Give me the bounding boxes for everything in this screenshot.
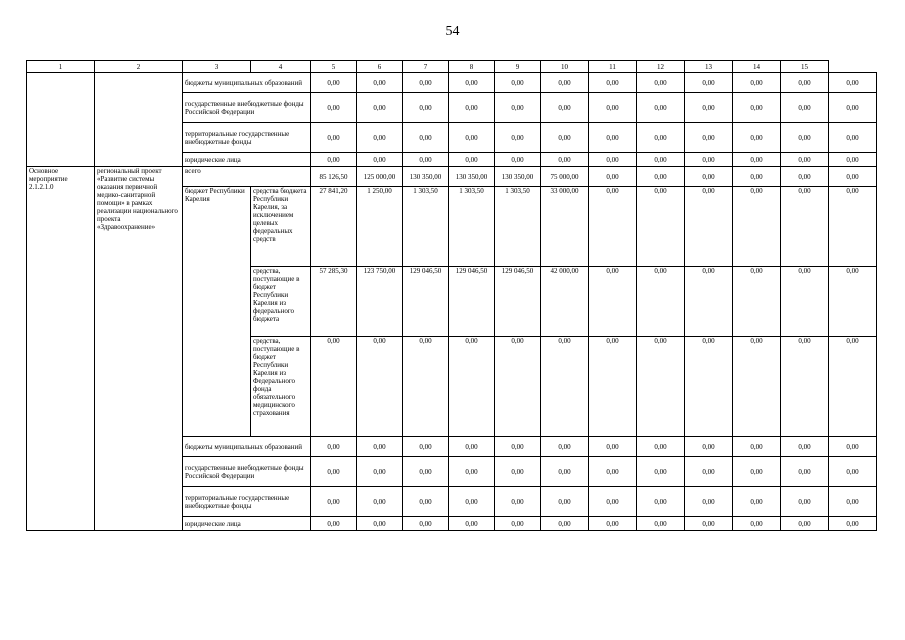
value-cell-col-15: 0,00	[829, 337, 877, 437]
measure-name: региональный проект «Развитие системы оказания первичной медико-санитарной помощи» в рамках реализации национального проекта «Здравоохранение»	[95, 167, 183, 531]
value-cell-col-11: 0,00	[637, 123, 685, 153]
value-cell-col-7: 0,00	[449, 73, 495, 93]
value-cell-col-9: 0,00	[541, 73, 589, 93]
value-cell-col-12: 0,00	[685, 337, 733, 437]
value-cell-col-11: 0,00	[637, 167, 685, 187]
value-cell-col-15: 0,00	[829, 93, 877, 123]
value-cell-col-13: 0,00	[733, 337, 781, 437]
column-number-12: 12	[637, 61, 685, 73]
column-number-9: 9	[495, 61, 541, 73]
value-cell-col-13: 0,00	[733, 123, 781, 153]
value-cell-col-15: 0,00	[829, 187, 877, 267]
value-cell-col-14: 0,00	[781, 123, 829, 153]
value-cell-col-13: 0,00	[733, 93, 781, 123]
value-cell-col-5: 0,00	[357, 153, 403, 167]
value-cell-col-4: 27 841,20	[311, 187, 357, 267]
value-cell-col-4: 0,00	[311, 457, 357, 487]
value-cell-col-7: 130 350,00	[449, 167, 495, 187]
column-number-8: 8	[449, 61, 495, 73]
value-cell-col-14: 0,00	[781, 487, 829, 517]
value-cell-col-6: 0,00	[403, 437, 449, 457]
value-cell-col-9: 75 000,00	[541, 167, 589, 187]
value-cell-col-10: 0,00	[589, 93, 637, 123]
source-label: юридические лица	[183, 517, 311, 531]
value-cell-col-14: 0,00	[781, 73, 829, 93]
value-cell-col-11: 0,00	[637, 437, 685, 457]
source-label: государственные внебюджетные фонды Российской Федерации	[183, 457, 311, 487]
value-cell-col-6: 130 350,00	[403, 167, 449, 187]
table-row	[27, 73, 877, 93]
value-cell-col-12: 0,00	[685, 487, 733, 517]
budget-table-body	[27, 61, 877, 531]
source-label: бюджеты муниципальных образований	[183, 437, 311, 457]
value-cell-col-4: 0,00	[311, 337, 357, 437]
source-label: юридические лица	[183, 153, 311, 167]
value-cell-col-6: 0,00	[403, 517, 449, 531]
value-cell-col-9: 0,00	[541, 93, 589, 123]
value-cell-col-8: 0,00	[495, 123, 541, 153]
value-cell-col-8: 0,00	[495, 437, 541, 457]
value-cell-col-13: 0,00	[733, 437, 781, 457]
value-cell-col-5: 0,00	[357, 73, 403, 93]
value-cell-col-6: 1 303,50	[403, 187, 449, 267]
sub-source-label: средства, поступающие в бюджет Республики Карелия из Федерального фонда обязательного медицинского страхования	[251, 337, 311, 437]
value-cell-col-12: 0,00	[685, 457, 733, 487]
column-number-7: 7	[403, 61, 449, 73]
value-cell-col-12: 0,00	[685, 153, 733, 167]
value-cell-col-6: 0,00	[403, 487, 449, 517]
value-cell-col-15: 0,00	[829, 457, 877, 487]
sub-source-label: средства, поступающие в бюджет Республики Карелия из федерального бюджета	[251, 267, 311, 337]
value-cell-col-8: 1 303,50	[495, 187, 541, 267]
value-cell-col-12: 0,00	[685, 517, 733, 531]
value-cell-col-15: 0,00	[829, 73, 877, 93]
value-cell-col-5: 123 750,00	[357, 267, 403, 337]
value-cell-col-5: 0,00	[357, 337, 403, 437]
value-cell-col-8: 0,00	[495, 457, 541, 487]
source-label: бюджеты муниципальных образований	[183, 73, 311, 93]
value-cell-col-14: 0,00	[781, 187, 829, 267]
value-cell-col-9: 0,00	[541, 337, 589, 437]
value-cell-col-10: 0,00	[589, 153, 637, 167]
column-number-11: 11	[589, 61, 637, 73]
value-cell-col-8: 0,00	[495, 153, 541, 167]
value-cell-col-7: 0,00	[449, 123, 495, 153]
value-cell-col-15: 0,00	[829, 167, 877, 187]
value-cell-col-12: 0,00	[685, 187, 733, 267]
value-cell-col-10: 0,00	[589, 487, 637, 517]
value-cell-col-6: 0,00	[403, 457, 449, 487]
value-cell-col-5: 0,00	[357, 457, 403, 487]
value-cell-col-4: 0,00	[311, 123, 357, 153]
value-cell-col-5: 0,00	[357, 123, 403, 153]
value-cell-col-14: 0,00	[781, 437, 829, 457]
value-cell-col-9: 33 000,00	[541, 187, 589, 267]
value-cell-col-10: 0,00	[589, 267, 637, 337]
value-cell-col-8: 0,00	[495, 517, 541, 531]
value-cell-col-10: 0,00	[589, 73, 637, 93]
value-cell-col-11: 0,00	[637, 487, 685, 517]
value-cell-col-8: 129 046,50	[495, 267, 541, 337]
value-cell-col-8: 0,00	[495, 487, 541, 517]
value-cell-col-10: 0,00	[589, 167, 637, 187]
value-cell-col-7: 0,00	[449, 93, 495, 123]
value-cell-col-6: 0,00	[403, 73, 449, 93]
value-cell-col-9: 0,00	[541, 517, 589, 531]
value-cell-col-4: 0,00	[311, 487, 357, 517]
value-cell-col-13: 0,00	[733, 517, 781, 531]
value-cell-col-9: 0,00	[541, 457, 589, 487]
value-cell-col-7: 0,00	[449, 457, 495, 487]
value-cell-col-7: 1 303,50	[449, 187, 495, 267]
value-cell-col-4: 0,00	[311, 93, 357, 123]
value-cell-col-14: 0,00	[781, 457, 829, 487]
value-cell-col-7: 129 046,50	[449, 267, 495, 337]
value-cell-col-11: 0,00	[637, 457, 685, 487]
value-cell-col-14: 0,00	[781, 167, 829, 187]
value-cell-col-12: 0,00	[685, 73, 733, 93]
value-cell-col-10: 0,00	[589, 337, 637, 437]
value-cell-col-5: 0,00	[357, 93, 403, 123]
column-number-1: 1	[27, 61, 95, 73]
value-cell-col-7: 0,00	[449, 437, 495, 457]
page-number: 54	[445, 24, 460, 39]
value-cell-col-8: 130 350,00	[495, 167, 541, 187]
value-cell-col-6: 0,00	[403, 153, 449, 167]
column-number-15: 15	[781, 61, 829, 73]
value-cell-col-6: 0,00	[403, 123, 449, 153]
source-label: территориальные государственные внебюджетные фонды	[183, 487, 311, 517]
value-cell-col-12: 0,00	[685, 123, 733, 153]
measure-code: Основное мероприятие 2.1.2.1.0	[27, 167, 95, 531]
value-cell-col-13: 0,00	[733, 153, 781, 167]
value-cell-col-13: 0,00	[733, 457, 781, 487]
value-cell-col-4: 0,00	[311, 517, 357, 531]
value-cell-col-15: 0,00	[829, 437, 877, 457]
value-cell-col-11: 0,00	[637, 187, 685, 267]
value-cell-col-8: 0,00	[495, 93, 541, 123]
value-cell-col-15: 0,00	[829, 487, 877, 517]
value-cell-col-10: 0,00	[589, 457, 637, 487]
value-cell-col-13: 0,00	[733, 267, 781, 337]
value-cell-col-10: 0,00	[589, 123, 637, 153]
value-cell-col-9: 0,00	[541, 123, 589, 153]
column-number-13: 13	[685, 61, 733, 73]
value-cell-col-4: 57 285,30	[311, 267, 357, 337]
value-cell-col-8: 0,00	[495, 337, 541, 437]
source-label: государственные внебюджетные фонды Российской Федерации	[183, 93, 311, 123]
value-cell-col-9: 0,00	[541, 487, 589, 517]
continuation-name-cell	[95, 73, 183, 167]
value-cell-col-14: 0,00	[781, 337, 829, 437]
source-label-total: всего	[183, 167, 311, 187]
value-cell-col-6: 0,00	[403, 93, 449, 123]
value-cell-col-13: 0,00	[733, 187, 781, 267]
value-cell-col-10: 0,00	[589, 187, 637, 267]
value-cell-col-9: 0,00	[541, 153, 589, 167]
value-cell-col-11: 0,00	[637, 153, 685, 167]
value-cell-col-8: 0,00	[495, 73, 541, 93]
value-cell-col-4: 0,00	[311, 153, 357, 167]
value-cell-col-11: 0,00	[637, 517, 685, 531]
value-cell-col-15: 0,00	[829, 123, 877, 153]
column-number-3: 3	[183, 61, 251, 73]
value-cell-col-9: 42 000,00	[541, 267, 589, 337]
sub-source-label: средства бюджета Республики Карелия, за исключением целевых федеральных средств	[251, 187, 311, 267]
column-number-14: 14	[733, 61, 781, 73]
value-cell-col-14: 0,00	[781, 93, 829, 123]
continuation-code-cell	[27, 73, 95, 167]
value-cell-col-5: 0,00	[357, 437, 403, 457]
value-cell-col-12: 0,00	[685, 437, 733, 457]
column-number-10: 10	[541, 61, 589, 73]
source-label: территориальные государственные внебюджетные фонды	[183, 123, 311, 153]
value-cell-col-4: 0,00	[311, 437, 357, 457]
value-cell-col-9: 0,00	[541, 437, 589, 457]
column-number-6: 6	[357, 61, 403, 73]
value-cell-col-14: 0,00	[781, 517, 829, 531]
regional-budget-label: бюджет Республики Карелия	[183, 187, 251, 437]
value-cell-col-15: 0,00	[829, 153, 877, 167]
column-number-2: 2	[95, 61, 183, 73]
value-cell-col-15: 0,00	[829, 517, 877, 531]
value-cell-col-12: 0,00	[685, 267, 733, 337]
value-cell-col-6: 0,00	[403, 337, 449, 437]
value-cell-col-7: 0,00	[449, 517, 495, 531]
value-cell-col-14: 0,00	[781, 267, 829, 337]
table-row	[27, 167, 877, 187]
value-cell-col-12: 0,00	[685, 93, 733, 123]
value-cell-col-11: 0,00	[637, 73, 685, 93]
value-cell-col-11: 0,00	[637, 337, 685, 437]
value-cell-col-11: 0,00	[637, 267, 685, 337]
value-cell-col-14: 0,00	[781, 153, 829, 167]
value-cell-col-7: 0,00	[449, 487, 495, 517]
value-cell-col-5: 1 250,00	[357, 187, 403, 267]
value-cell-col-4: 0,00	[311, 73, 357, 93]
value-cell-col-12: 0,00	[685, 167, 733, 187]
value-cell-col-13: 0,00	[733, 487, 781, 517]
value-cell-col-4: 85 126,50	[311, 167, 357, 187]
value-cell-col-5: 125 000,00	[357, 167, 403, 187]
value-cell-col-10: 0,00	[589, 517, 637, 531]
budget-table	[26, 60, 877, 531]
header-row	[27, 61, 877, 73]
value-cell-col-7: 0,00	[449, 153, 495, 167]
value-cell-col-5: 0,00	[357, 487, 403, 517]
value-cell-col-5: 0,00	[357, 517, 403, 531]
value-cell-col-6: 129 046,50	[403, 267, 449, 337]
value-cell-col-11: 0,00	[637, 93, 685, 123]
value-cell-col-7: 0,00	[449, 337, 495, 437]
value-cell-col-13: 0,00	[733, 167, 781, 187]
column-number-5: 5	[311, 61, 357, 73]
value-cell-col-10: 0,00	[589, 437, 637, 457]
value-cell-col-13: 0,00	[733, 73, 781, 93]
column-number-4: 4	[251, 61, 311, 73]
value-cell-col-15: 0,00	[829, 267, 877, 337]
